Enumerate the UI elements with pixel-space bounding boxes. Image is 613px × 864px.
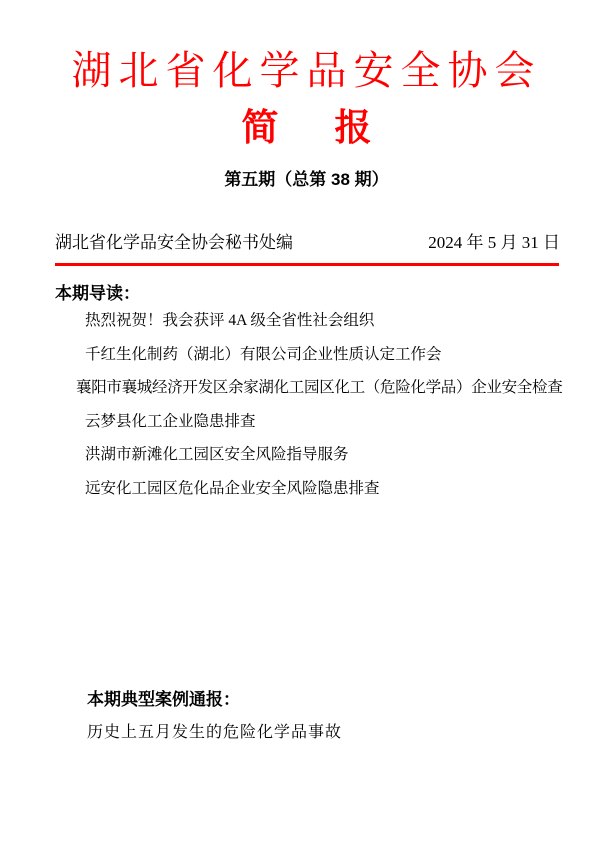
digest-item: 洪湖市新滩化工园区安全风险指导服务 xyxy=(85,446,349,464)
digest-list xyxy=(76,304,603,506)
red-divider-rule xyxy=(55,263,559,266)
cases-heading: 本期典型案例通报： xyxy=(87,690,240,709)
digest-item: 云梦县化工企业隐患排查 xyxy=(85,412,256,430)
digest-item: 热烈祝贺！我会获评 4A 级全省性社会组织 xyxy=(85,312,375,329)
bulletin-title xyxy=(0,109,613,150)
issue-number-line: 第五期（总第 38 期） xyxy=(224,170,389,189)
bulletin-title-char-left: 简 xyxy=(241,108,279,149)
editor-line: 湖北省化学品安全协会秘书处编 xyxy=(55,233,293,252)
digest-item: 远安化工园区危化品企业安全风险隐患排查 xyxy=(85,479,380,497)
byline-row xyxy=(55,228,560,253)
digest-heading: 本期导读： xyxy=(55,284,140,303)
digest-item: 千红生化制药（湖北）有限公司企业性质认定工作会 xyxy=(85,345,442,363)
digest-item: 襄阳市襄城经济开发区余家湖化工园区化工（危险化学品）企业安全检查 xyxy=(76,379,563,397)
organization-title: 湖北省化学品安全协会 xyxy=(71,48,542,93)
issue-date: 2024 年 5 月 31 日 xyxy=(428,233,560,252)
case-item: 历史上五月发生的危险化学品事故 xyxy=(87,724,343,741)
bulletin-title-char-right: 报 xyxy=(334,108,372,149)
